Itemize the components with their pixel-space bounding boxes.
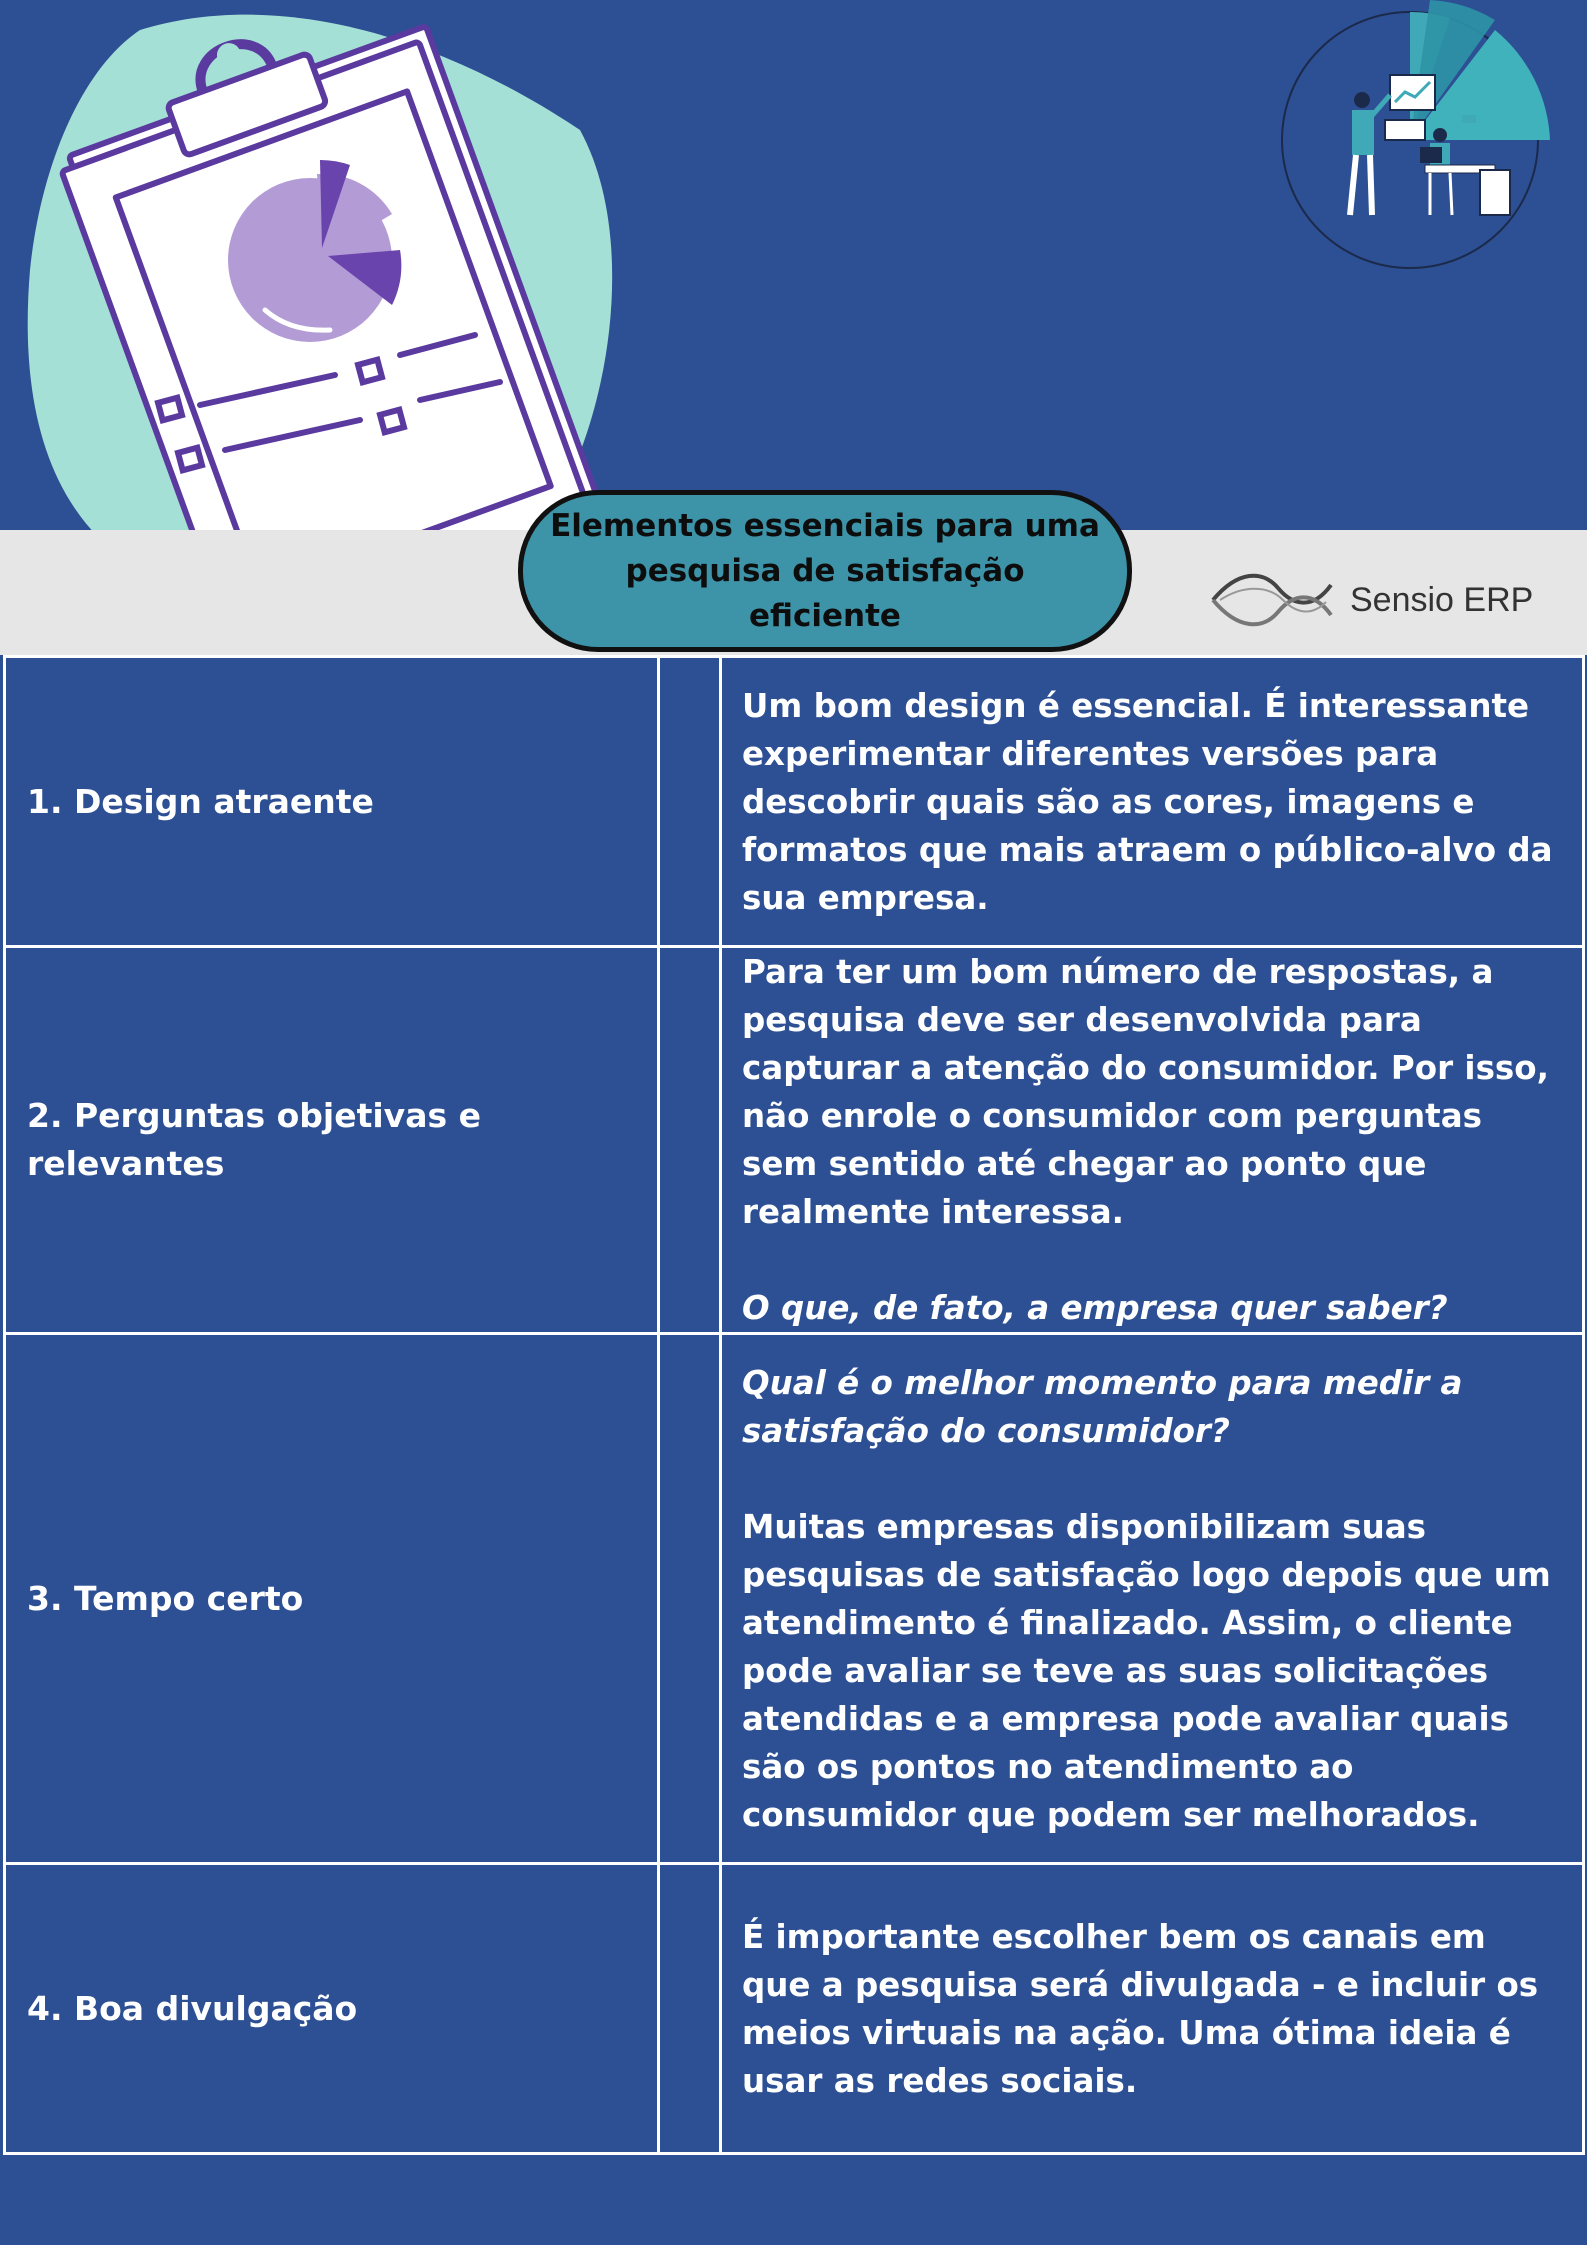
spacer-cell: [659, 657, 721, 947]
spacer-cell: [659, 947, 721, 1334]
row-description: [721, 1864, 1584, 2154]
sensio-logo: [1208, 560, 1533, 640]
page-title-line-2: pesquisa de satisfação eficiente: [625, 552, 1025, 634]
row-title: 2. Perguntas objetivas e relevantes: [5, 947, 659, 1334]
row-description: [721, 657, 1584, 947]
clipboard-pie-chart-icon: [20, 10, 620, 610]
description-paragraph: Um bom design é essencial. É interessante experimentar diferentes versões para descobrir quais são as cores, imagens e formatos que mais atraem o público-alvo da sua empresa.: [742, 686, 1553, 917]
description-paragraph: Para ter um bom número de respostas, a pesquisa deve ser desenvolvida para capturar a atenção do consumidor. Por isso, não enrole o consumidor com perguntas sem sentido até chegar ao ponto que realmente interessa.: [742, 953, 1549, 1231]
row-description: [721, 947, 1584, 1334]
logo-text: Sensio ERP: [1350, 580, 1534, 619]
description-question: Qual é o melhor momento para medir a satisfação do consumidor?: [742, 1363, 1463, 1450]
description-question: O que, de fato, a empresa quer saber?: [742, 1289, 1448, 1327]
page-title: [518, 490, 1132, 652]
row-title: 1. Design atraente: [5, 657, 659, 947]
table-row: [5, 1334, 1584, 1864]
row-description: [721, 1334, 1584, 1864]
table-row: [5, 947, 1584, 1334]
sensio-wave-icon: [1208, 560, 1336, 640]
row-title: 4. Boa divulgação: [5, 1864, 659, 2154]
spacer-cell: [659, 1864, 721, 2154]
elements-table: [3, 655, 1585, 2155]
table-row: [5, 1864, 1584, 2154]
page-title-line-1: Elementos essenciais para uma: [550, 507, 1100, 544]
description-paragraph: É importante escolher bem os canais em que a pesquisa será divulgada - e incluir os meios virtuais na ação. Uma ótima ideia é usar as redes sociais.: [742, 1917, 1539, 2100]
row-title: 3. Tempo certo: [5, 1334, 659, 1864]
description-paragraph: Muitas empresas disponibilizam suas pesquisas de satisfação logo depois que um atendimento é finalizado. Assim, o cliente pode avaliar se teve as suas solicitações atendidas e a empresa pode avaliar quais são os pontos no atendimento ao consumidor que podem ser melhorados.: [742, 1507, 1551, 1834]
spacer-cell: [659, 1334, 721, 1864]
team-analytics-illustration: [1280, 0, 1580, 280]
table-row: [5, 657, 1584, 947]
